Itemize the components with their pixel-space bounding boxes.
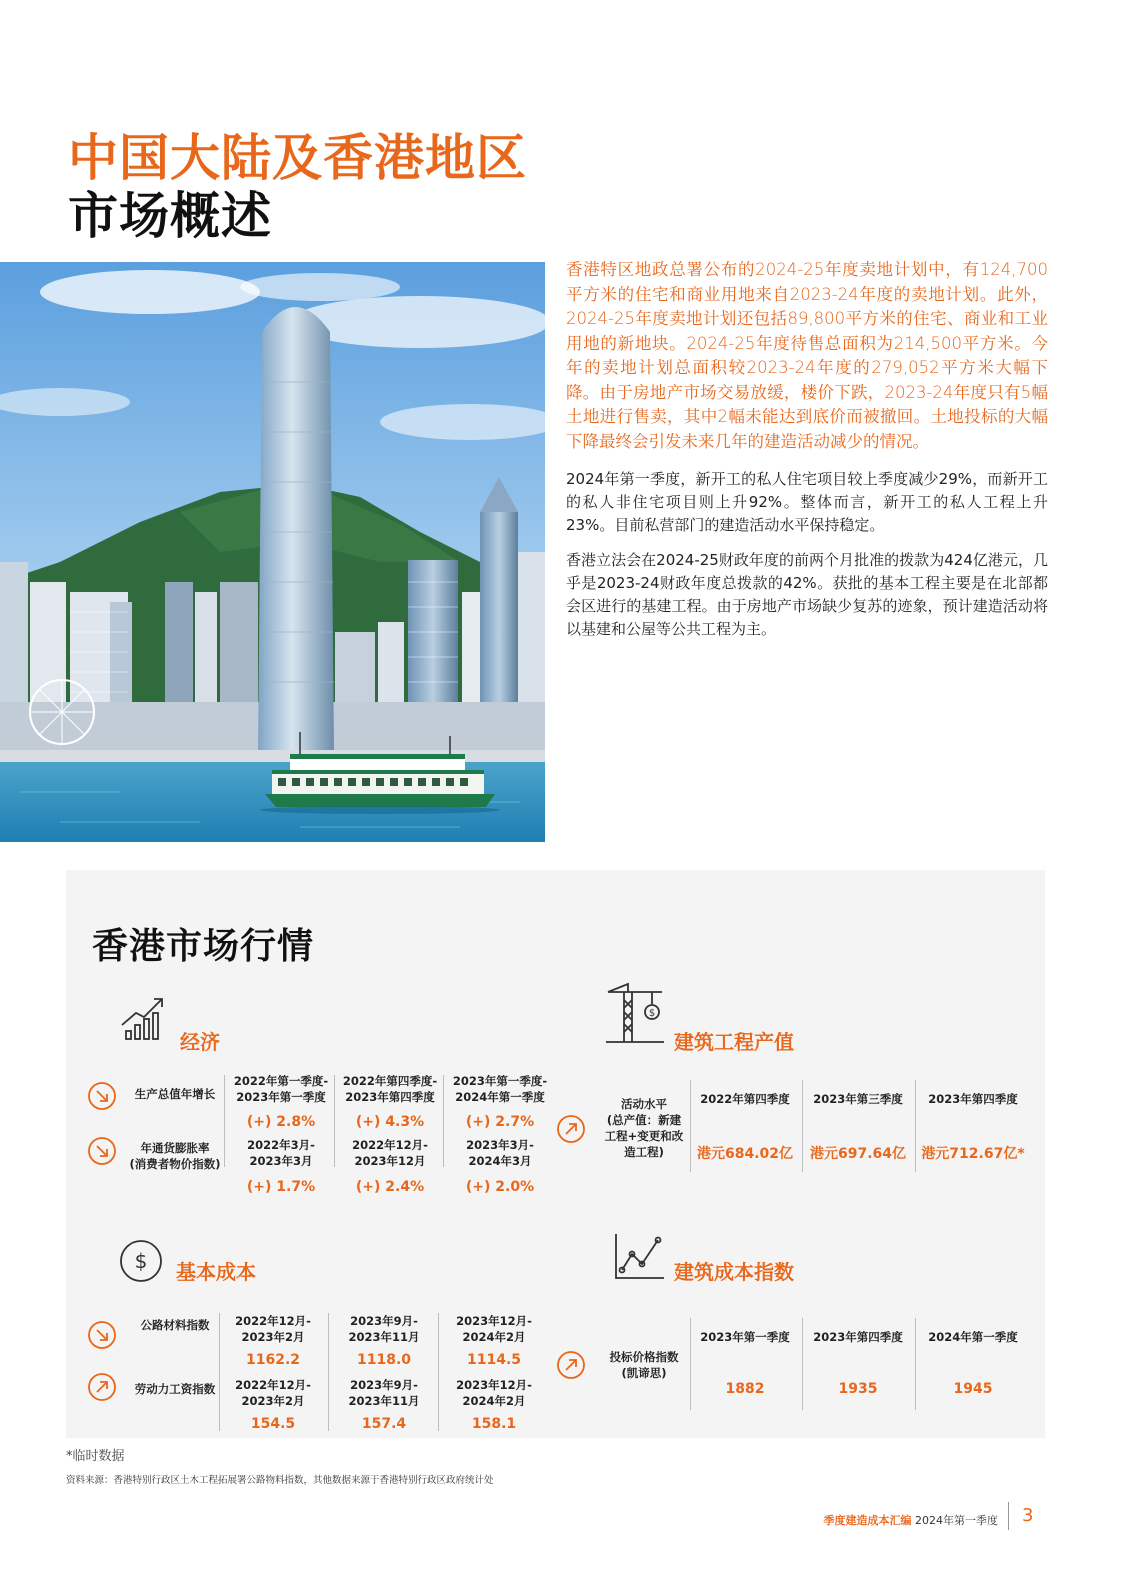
arrow-down-right-icon xyxy=(87,1136,117,1166)
labour-value-2: 157.4 xyxy=(361,1416,407,1432)
gdp-value-3: (+) 2.7% xyxy=(465,1114,535,1130)
material-period-3: 2023年12月- 2024年2月 xyxy=(456,1314,532,1344)
provisional-footnote: *临时数据 xyxy=(66,1449,125,1464)
rising-bar-chart-icon xyxy=(118,995,166,1043)
road-material-index-label: 公路材料指数 xyxy=(140,1318,210,1332)
material-value-1: 1162.2 xyxy=(245,1352,301,1368)
footer-publication: 季度建造成本汇编 2024年第一季度 xyxy=(823,1514,998,1527)
cost-index-section-title: 建筑成本指数 xyxy=(674,1260,794,1284)
labour-period-3: 2023年12月- 2024年2月 xyxy=(456,1378,532,1408)
market-panel xyxy=(66,870,1045,1438)
output-value-2: 港元697.64亿 xyxy=(809,1146,907,1162)
cost-index-value-2: 1935 xyxy=(838,1381,878,1397)
labour-value-1: 154.5 xyxy=(250,1416,296,1432)
inflation-rate-label: 年通货膨胀率 (消费者物价指数) xyxy=(129,1141,221,1171)
gdp-period-3: 2023年第一季度- 2024年第一季度 xyxy=(452,1074,548,1104)
output-period-3: 2023年第四季度 xyxy=(928,1092,1018,1106)
column-divider xyxy=(334,1075,335,1167)
basic-cost-section-title: 基本成本 xyxy=(176,1260,256,1284)
economy-section-title: 经济 xyxy=(180,1030,220,1054)
line-chart-icon xyxy=(612,1232,666,1282)
material-period-1: 2022年12月- 2023年2月 xyxy=(235,1314,311,1344)
gdp-growth-label: 生产总值年增长 xyxy=(134,1087,216,1101)
svg-text:$: $ xyxy=(134,1249,148,1273)
intro-text xyxy=(566,258,1048,653)
cost-index-value-3: 1945 xyxy=(953,1381,993,1397)
column-divider xyxy=(219,1313,220,1431)
dollar-coin-icon xyxy=(118,1238,164,1284)
page-title-line-2: 市场概述 xyxy=(68,187,272,245)
market-panel-title: 香港市场行情 xyxy=(92,926,315,967)
arrow-up-right-icon xyxy=(556,1114,586,1144)
column-divider xyxy=(443,1075,444,1167)
hong-kong-skyline-photo xyxy=(0,262,545,842)
intro-paragraph-2: 2024年第一季度，新开工的私人住宅项目较上季度减少29%，而新开工的私人非住宅项目则上升92%。整体而言，新开工的私人工程上升23%。目前私营部门的建造活动水平保持稳定。 xyxy=(566,470,1048,534)
arrow-down-right-icon xyxy=(87,1320,117,1350)
output-period-2: 2023年第三季度 xyxy=(813,1092,903,1106)
arrow-up-right-icon xyxy=(87,1372,117,1402)
cpi-period-1: 2022年3月- 2023年3月 xyxy=(247,1138,315,1168)
material-value-3: 1114.5 xyxy=(466,1352,522,1368)
labour-value-3: 158.1 xyxy=(471,1416,517,1432)
column-divider xyxy=(328,1313,329,1431)
cpi-value-1: (+) 1.7% xyxy=(246,1179,316,1195)
column-divider xyxy=(915,1080,916,1172)
column-divider xyxy=(690,1318,691,1410)
cpi-period-3: 2023年3月- 2024年3月 xyxy=(466,1138,534,1168)
cost-index-period-2: 2023年第四季度 xyxy=(813,1330,903,1344)
column-divider xyxy=(438,1313,439,1431)
intro-lead-paragraph: 香港特区地政总署公布的2024-25年度卖地计划中，有124,700平方米的住宅和商业用地来自2023-24年度的卖地计划。此外，2024-25年度卖地计划还包括89,800平方米的住宅、商业和工业用地的新地块。2024-25年度待售总面积为214,500平方米。今年的卖地计划总面积较2023-24年度的279,052平方米大幅下降。由于房地产市场交易放缓，楼价下跌，2023-24年度只有5幅土地进行售卖，其中2幅未能达到底价而被撤回。土地投标的大幅下降最终会引发未来几年的建造活动减少的情况。 xyxy=(566,260,1048,451)
column-divider xyxy=(802,1318,803,1410)
labour-period-1: 2022年12月- 2023年2月 xyxy=(235,1378,311,1408)
material-value-2: 1118.0 xyxy=(356,1352,412,1368)
output-value-3: 港元712.67亿* xyxy=(921,1146,1025,1162)
cpi-period-2: 2022年12月- 2023年12月 xyxy=(352,1138,428,1168)
construction-output-section-title: 建筑工程产值 xyxy=(674,1030,794,1054)
cost-index-value-1: 1882 xyxy=(725,1381,765,1397)
cpi-value-3: (+) 2.0% xyxy=(465,1179,535,1195)
cost-index-period-3: 2024年第一季度 xyxy=(928,1330,1018,1344)
output-value-1: 港元684.02亿 xyxy=(696,1146,794,1162)
column-divider xyxy=(690,1080,691,1172)
arrow-down-right-icon xyxy=(87,1081,117,1111)
tower-crane-icon xyxy=(604,982,666,1046)
tender-price-index-label: 投标价格指数 (凯谛思) xyxy=(609,1350,679,1380)
activity-level-label: 活动水平 (总产值：新建 工程+变更和改 造工程) xyxy=(604,1097,684,1159)
page-title-line-1: 中国大陆及香港地区 xyxy=(68,129,527,187)
labour-wage-index-label: 劳动力工资指数 xyxy=(134,1382,216,1396)
gdp-value-2: (+) 4.3% xyxy=(355,1114,425,1130)
intro-paragraph-3: 香港立法会在2024-25财政年度的前两个月批准的拨款为424亿港元，几乎是2023-24财政年度总拨款的42%。获批的基本工程主要是在北部都会区进行的基建工程。由于房地产市场缺少复苏的迹象，预计建造活动将以基建和公屋等公共工程为主。 xyxy=(566,551,1048,638)
column-divider xyxy=(802,1080,803,1172)
svg-text:$: $ xyxy=(648,1008,656,1019)
cpi-value-2: (+) 2.4% xyxy=(355,1179,425,1195)
gdp-period-2: 2022年第四季度- 2023年第四季度 xyxy=(342,1074,438,1104)
cost-index-period-1: 2023年第一季度 xyxy=(700,1330,790,1344)
gdp-period-1: 2022年第一季度- 2023年第一季度 xyxy=(233,1074,329,1104)
column-divider xyxy=(224,1075,225,1167)
material-period-2: 2023年9月- 2023年11月 xyxy=(348,1314,420,1344)
data-source-note: 资料来源：香港特别行政区土木工程拓展署公路物料指数，其他数据来源于香港特别行政区政府统计处 xyxy=(66,1475,494,1486)
labour-period-2: 2023年9月- 2023年11月 xyxy=(348,1378,420,1408)
footer-divider xyxy=(1008,1502,1009,1530)
output-period-1: 2022年第四季度 xyxy=(700,1092,790,1106)
arrow-up-right-icon xyxy=(556,1350,586,1380)
page-number: 3 xyxy=(1022,1505,1034,1526)
column-divider xyxy=(915,1318,916,1410)
gdp-value-1: (+) 2.8% xyxy=(246,1114,316,1130)
